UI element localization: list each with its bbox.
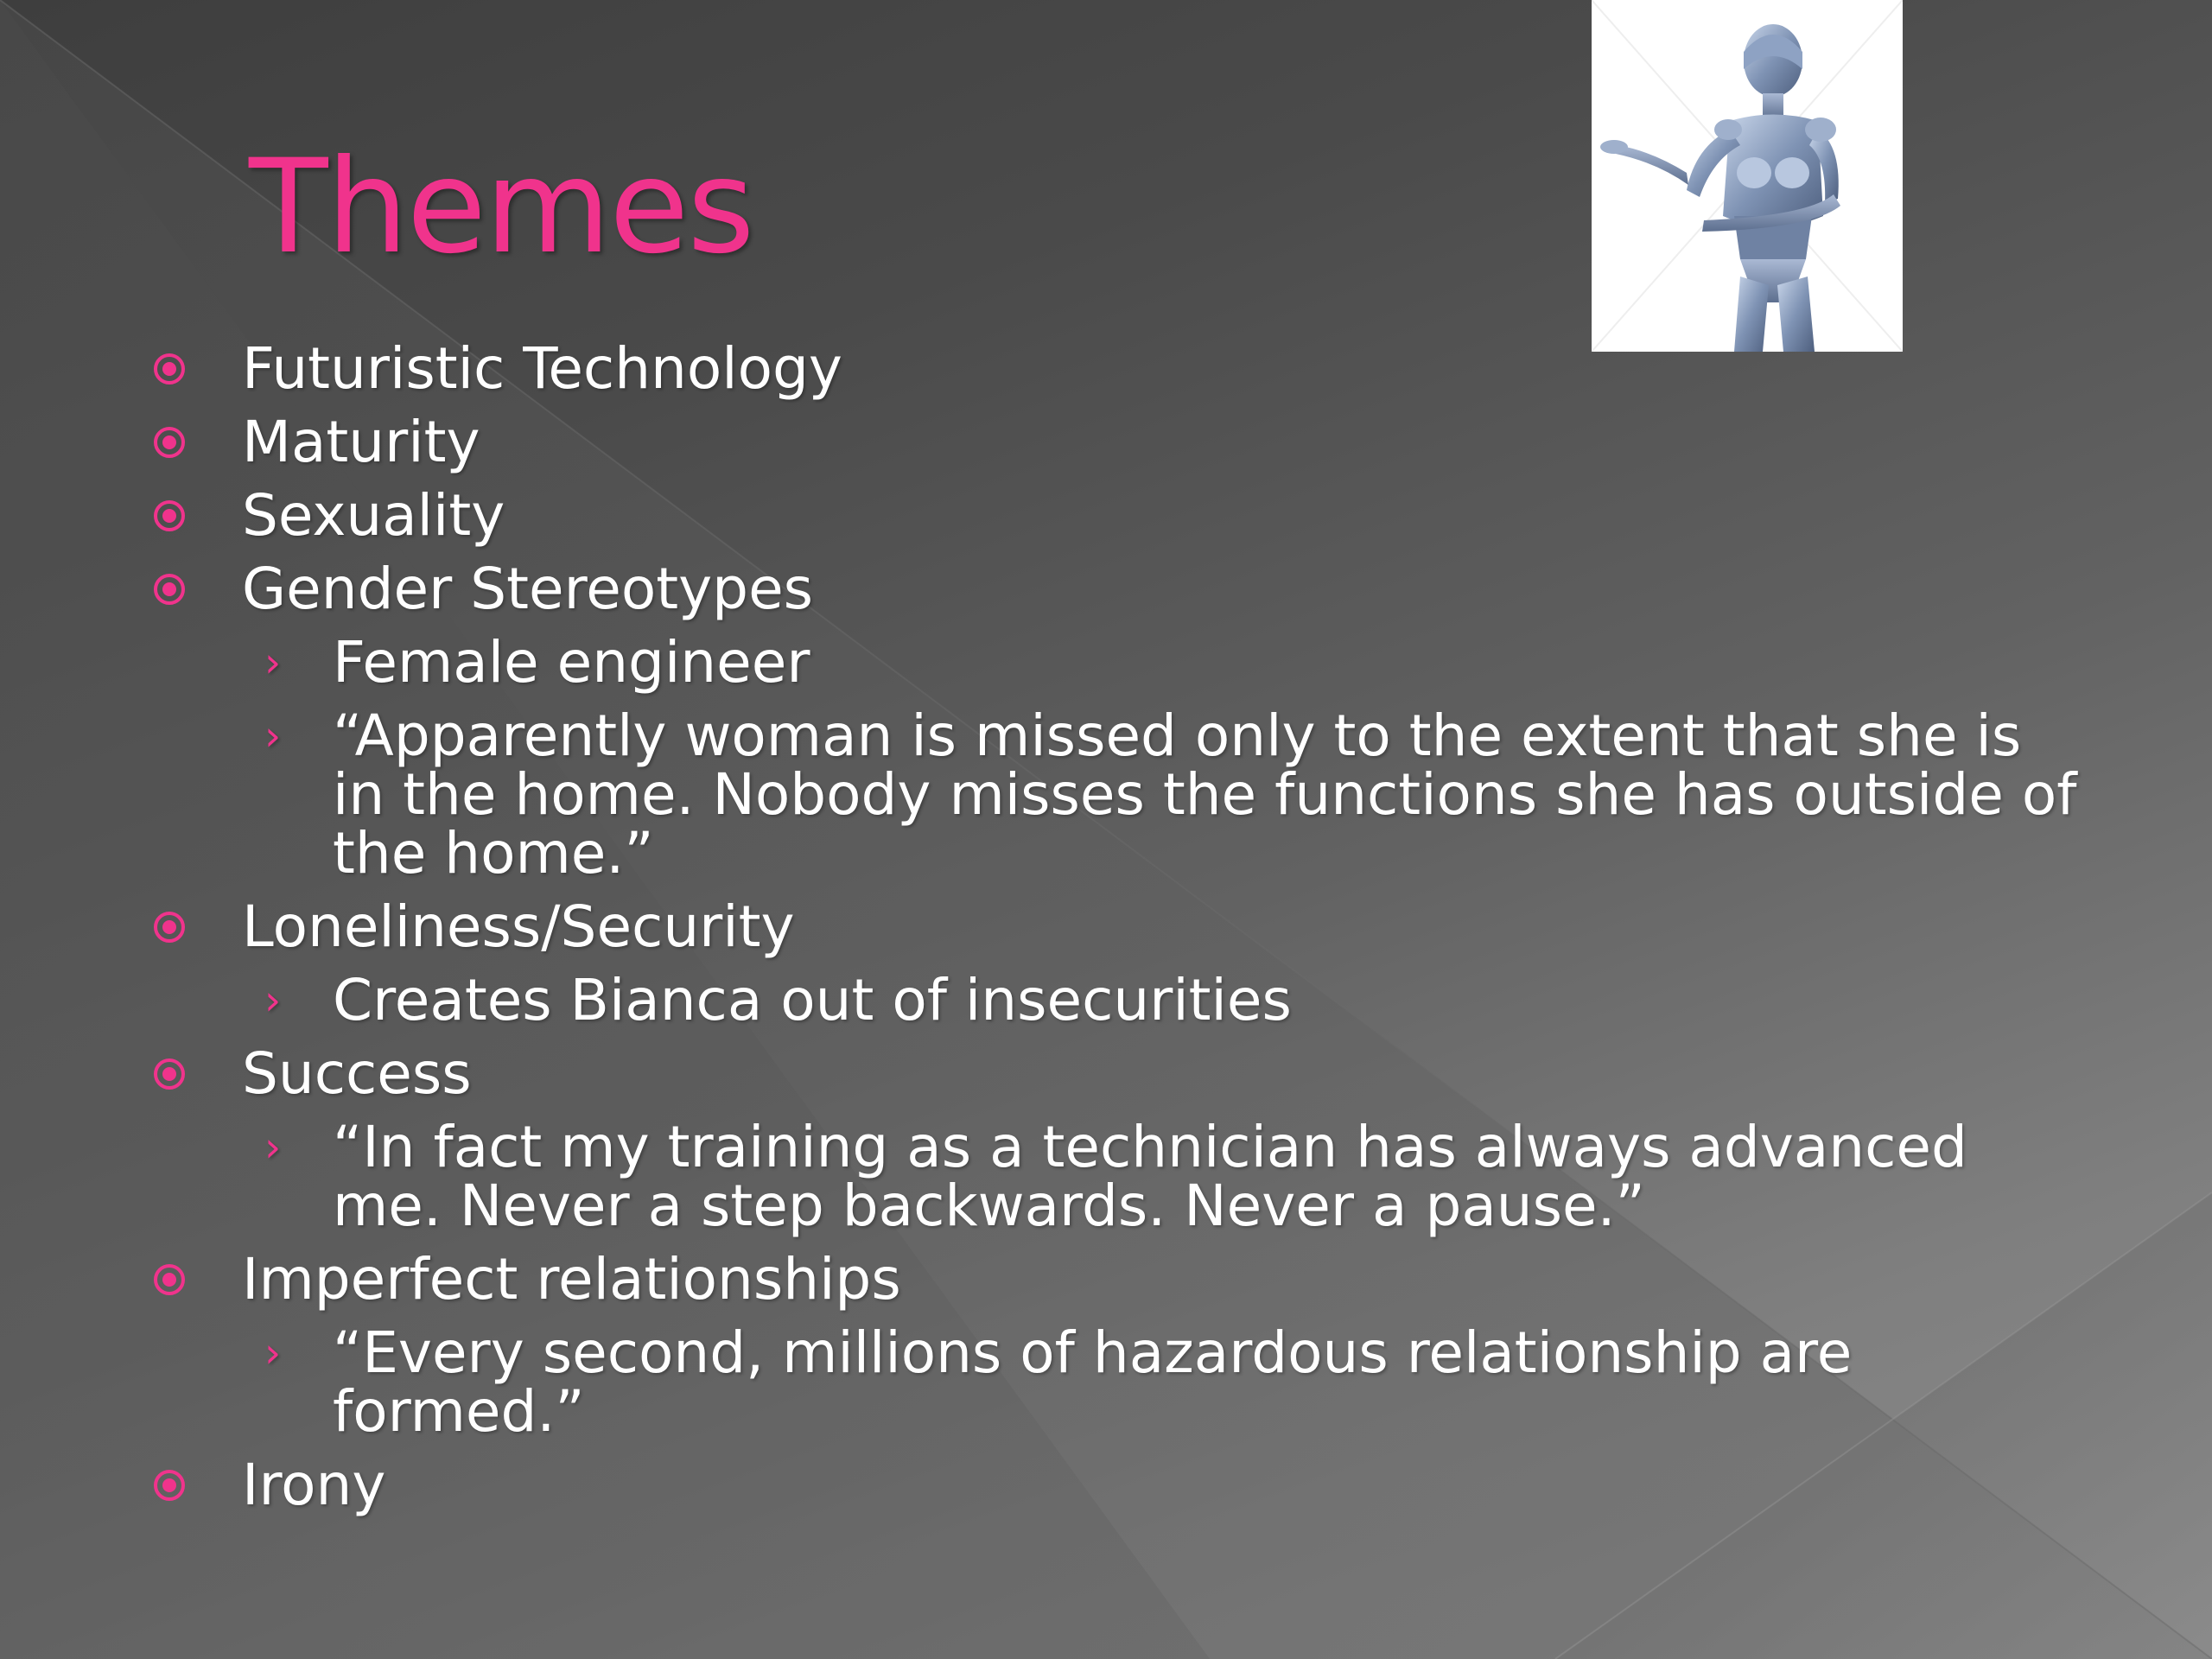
sub-bullet-item [145,1114,2089,1239]
sub-bullet-text: “Apparently woman is missed only to the extent that she is in the home. Nobody misses the functions she has outside of the home.” [333,702,2077,887]
bullet-list [145,335,2089,1529]
bullet-text: Loneliness/Security [242,893,795,960]
bullet-text: Futuristic Technology [242,335,842,402]
target-circle-icon [152,1057,187,1091]
sub-bullet-item [145,1319,2089,1445]
target-circle-icon [152,572,187,607]
chevron-right-icon: › [264,1329,282,1377]
sub-bullet-item [145,967,2089,1033]
robot-woman-image [1592,0,1903,352]
target-circle-icon [152,910,187,944]
sub-bullet-text: “Every second, millions of hazardous relationship are formed.” [333,1319,1853,1445]
chevron-right-icon: › [264,976,282,1025]
sub-bullet-item [145,629,2089,696]
target-circle-icon [152,1468,187,1503]
bullet-item [145,893,2089,960]
bullet-text: Irony [242,1452,386,1518]
bullet-item [145,556,2089,622]
bullet-text: Sexuality [242,482,505,549]
target-circle-icon [152,499,187,533]
sub-bullet-text: “In fact my training as a technician has always advanced me. Never a step backwards. Never a pause.” [333,1114,1967,1239]
robot-illustration [1592,0,1903,352]
bullet-text: Imperfect relationships [242,1246,901,1313]
bullet-item [145,1040,2089,1107]
chevron-right-icon: › [264,1123,282,1172]
bullet-item [145,409,2089,475]
slide-title: Themes [249,132,753,283]
sub-bullet-text: Creates Bianca out of insecurities [333,967,1292,1033]
bullet-text: Success [242,1040,472,1107]
bullet-item [145,1246,2089,1313]
chevron-right-icon: › [264,639,282,687]
target-circle-icon [152,1262,187,1297]
bullet-item [145,335,2089,402]
sub-bullet-text: Female engineer [333,629,810,696]
bullet-text: Maturity [242,409,480,475]
target-circle-icon [152,352,187,386]
sub-bullet-item [145,702,2089,887]
target-circle-icon [152,425,187,460]
bullet-text: Gender Stereotypes [242,556,814,622]
bullet-item [145,482,2089,549]
chevron-right-icon: › [264,712,282,760]
bullet-item [145,1452,2089,1518]
